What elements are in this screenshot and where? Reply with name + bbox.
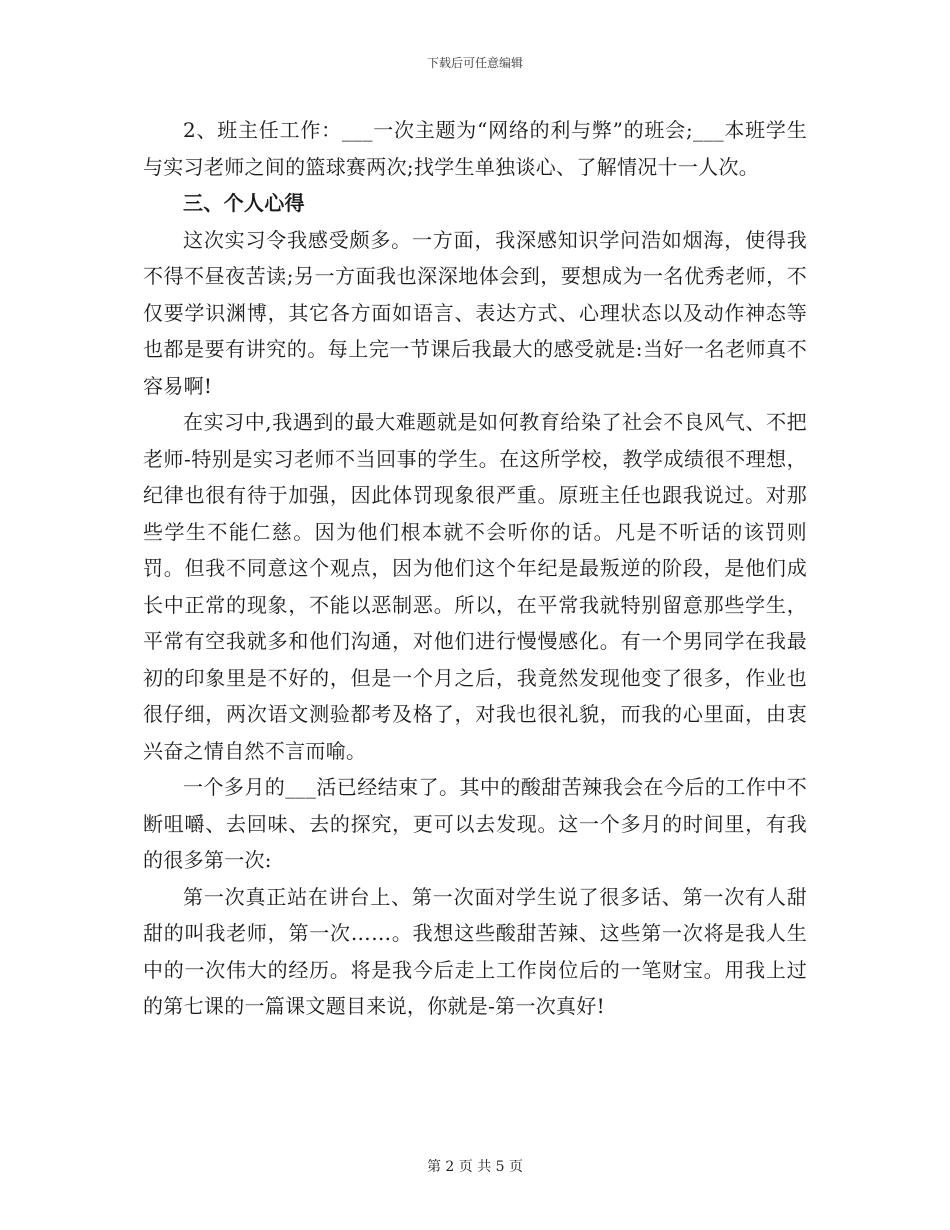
page-number: 第 2 页 共 5 页 bbox=[426, 1159, 524, 1175]
document-body bbox=[143, 112, 807, 1025]
paragraph-internship-ended: 一个多月的___活已经结束了。其中的酸甜苦辣我会在今后的工作中不断咀嚼、去回味、去的探究，更可以去发现。这一个多月的时间里，有我的很多第一次: bbox=[143, 775, 807, 872]
paragraph-class-teacher-work: 2、班主任工作：___一次主题为“网络的利与弊”的班会;___本班学生与实习老师之间的篮球赛两次;找学生单独谈心、了解情况十一人次。 bbox=[143, 118, 807, 179]
section-heading-personal-reflection: 三、个人心得 bbox=[183, 191, 305, 215]
paragraph-first-times: 第一次真正站在讲台上、第一次面对学生说了很多话、第一次有人甜甜的叫我老师，第一次……。我想这些酸甜苦辣、这些第一次将是我人生中的一次伟大的经历。将是我今后走上工作岗位后的一笔财宝。用我上过的第七课的一篇课文题目来说，你就是-第一次真好! bbox=[143, 884, 807, 1018]
paragraph-internship-feelings: 这次实习令我感受颇多。一方面，我深感知识学问浩如烟海，使得我不得不昼夜苦读;另一方面我也深深地体会到，要想成为一名优秀老师，不仅要学识渊博，其它各方面如语言、表达方式、心理状态以及动作神态等也都是要有讲究的。每上完一节课后我最大的感受就是:当好一名老师真不容易啊! bbox=[143, 227, 807, 398]
paragraph-discipline-challenge: 在实习中,我遇到的最大难题就是如何教育给染了社会不良风气、不把老师-特别是实习老师不当回事的学生。在这所学校，教学成绩很不理想，纪律也很有待于加强，因此体罚现象很严重。原班主任也跟我说过。对那些学生不能仁慈。因为他们根本就不会听你的话。凡是不听话的该罚则罚。但我不同意这个观点，因为他们这个年纪是最叛逆的阶段，是他们成长中正常的现象，不能以恶制恶。所以，在平常我就特别留意那些学生，平常有空我就多和他们沟通，对他们进行慢慢感化。有一个男同学在我最初的印象里是不好的，但是一个月之后，我竟然发现他变了很多，作业也很仔细，两次语文测验都考及格了，对我也很礼貌，而我的心里面，由衷兴奋之情自然不言而喻。 bbox=[143, 410, 807, 763]
page-header: 下载后可任意编辑 bbox=[426, 56, 523, 70]
